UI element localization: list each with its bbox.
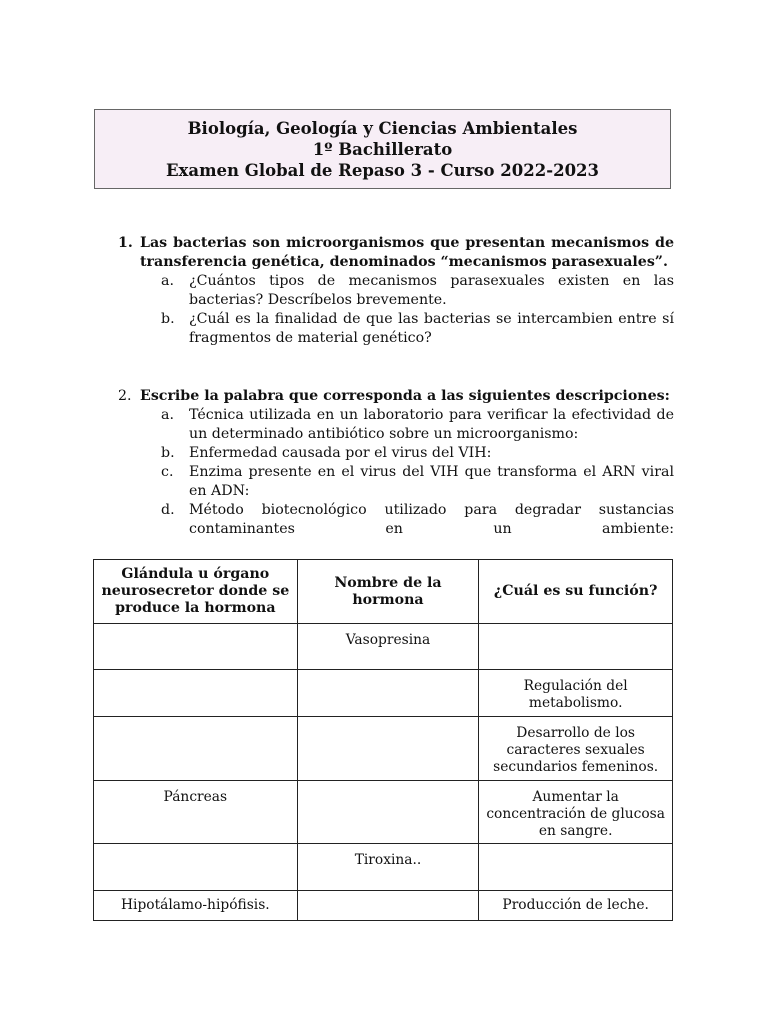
table-cell[interactable]: Vasopresina <box>297 624 479 670</box>
table-row <box>94 781 673 844</box>
table-cell[interactable]: Producción de leche. <box>479 891 673 921</box>
table-cell[interactable] <box>297 670 479 717</box>
table-cell[interactable]: Desarrollo de los caracteres sexuales secundarios femeninos. <box>479 717 673 781</box>
table-header-row <box>94 560 673 624</box>
column-header: Nombre de la hormona <box>297 560 479 624</box>
option-letter: a. <box>161 407 174 423</box>
option-text: Enzima presente en el virus del VIH que transforma el ARN viral en ADN: <box>189 464 674 499</box>
table-cell[interactable] <box>297 717 479 781</box>
question-options <box>161 272 674 348</box>
table-cell[interactable]: Aumentar la concentración de glucosa en sangre. <box>479 781 673 844</box>
subject-title: Biología, Geología y Ciencias Ambientales <box>187 119 578 138</box>
table-cell[interactable] <box>94 717 298 781</box>
table-row <box>94 624 673 670</box>
table-row <box>94 844 673 891</box>
option-item <box>161 310 674 348</box>
question-number: 2. <box>118 388 132 404</box>
course-level: 1º Bachillerato <box>312 140 453 159</box>
option-text: Técnica utilizada en un laboratorio para verificar la efectividad de un determinado antibiótico sobre un microorganismo: <box>189 407 674 442</box>
option-text: Enfermedad causada por el virus del VIH: <box>189 445 492 461</box>
table-cell[interactable]: Hipotálamo-hipófisis. <box>94 891 298 921</box>
question-1 <box>118 234 674 348</box>
option-text: ¿Cuántos tipos de mecanismos parasexuales existen en las bacterias? Descríbelos brevemente. <box>189 273 674 308</box>
option-letter: b. <box>161 311 175 327</box>
option-item <box>161 406 674 444</box>
table-cell[interactable] <box>94 670 298 717</box>
question-options <box>161 406 674 539</box>
table-cell[interactable] <box>479 844 673 891</box>
table-cell[interactable] <box>297 781 479 844</box>
question-number: 1. <box>118 235 133 251</box>
option-letter: d. <box>161 502 175 518</box>
option-item <box>161 501 674 539</box>
option-item <box>161 463 674 501</box>
question-stem: Las bacterias son microorganismos que presentan mecanismos de transferencia genética, denominados “mecanismos parasexuales”. <box>140 235 674 270</box>
table-cell[interactable] <box>94 844 298 891</box>
table-cell[interactable]: Páncreas <box>94 781 298 844</box>
exam-header <box>94 109 671 189</box>
question-stem: Escribe la palabra que corresponda a las siguientes descripciones: <box>140 388 670 404</box>
option-letter: a. <box>161 273 174 289</box>
table-row <box>94 670 673 717</box>
exam-title: Examen Global de Repaso 3 - Curso 2022-2023 <box>165 161 600 180</box>
question-2 <box>118 387 674 539</box>
option-letter: b. <box>161 445 175 461</box>
table-cell[interactable]: Regulación del metabolismo. <box>479 670 673 717</box>
hormone-table <box>93 559 673 921</box>
table-cell[interactable] <box>297 891 479 921</box>
option-item <box>161 272 674 310</box>
option-letter: c. <box>161 464 174 480</box>
table-row <box>94 891 673 921</box>
table-row <box>94 717 673 781</box>
table-cell[interactable]: Tiroxina.. <box>297 844 479 891</box>
column-header: Glándula u órgano neurosecretor donde se produce la hormona <box>94 560 298 624</box>
option-text: Método biotecnológico utilizado para degradar sustancias contaminantes en un ambiente: <box>189 502 674 537</box>
table-cell[interactable] <box>94 624 298 670</box>
option-text: ¿Cuál es la finalidad de que las bacterias se intercambien entre sí fragmentos de material genético? <box>189 311 674 346</box>
column-header: ¿Cuál es su función? <box>479 560 673 624</box>
table-cell[interactable] <box>479 624 673 670</box>
option-item <box>161 444 674 463</box>
